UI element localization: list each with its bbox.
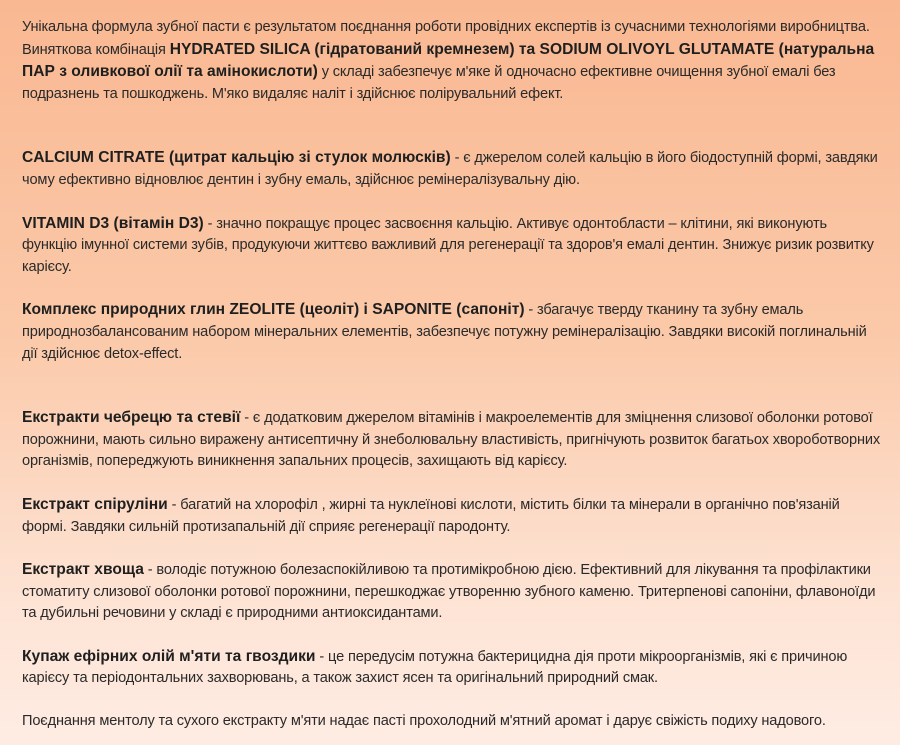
essential-oils-paragraph xyxy=(22,646,884,690)
spirulina-title: Екстракт спіруліни xyxy=(22,495,168,513)
calcium-citrate-title: CALCIUM CITRATE (цитрат кальцію зі стулок молюсків) xyxy=(22,149,451,167)
closing-paragraph xyxy=(22,711,884,733)
vitamin-d3-text: - значно покращує процес засвоєння кальцію. Активує одонтобласти – клітини, які виконують функцію імунної системи зубів, продукуючи життєво важливий для регенерації та здоров'я емалі дентин. Знижує ризик розвитку карієсу. xyxy=(22,215,874,275)
natural-clays-text: - збагачує тверду тканину та зубну емаль природнозбалансованим набором мінеральних елементів, забезпечує потужну ремінералізацію. Завдяки високій поглинальній дії здійснює detox-effect. xyxy=(22,302,867,362)
natural-clays-title: Комплекс природних глин ZEOLITE (цеоліт) і SAPONITE (сапоніт) xyxy=(22,301,525,319)
ingredients-document xyxy=(22,17,884,733)
horsetail-text: - володіє потужною болезаспокійливою та протимікробною дією. Ефективний для лікування та профілактики стоматиту слизової оболонки ротової порожнини, перешкоджає утворенню зубного каменю. Тритерпенові сапоніни, флавоноїди та дубильні речовини у складі є природними антиоксидантами. xyxy=(22,562,876,622)
essential-oils-title: Купаж ефірних олій м'яти та гвоздики xyxy=(22,647,316,665)
horsetail-paragraph xyxy=(22,559,884,625)
intro-paragraph xyxy=(22,17,884,105)
spirulina-paragraph xyxy=(22,494,884,538)
intro-key-ingredients: HYDRATED SILICA (гідратований кремнезем) та SODIUM OLIVOYL GLUTAMATE (натуральна ПАР з оливкової олії та амінокислоти) xyxy=(22,40,875,81)
spirulina-text: - багатий на хлорофіл , жирні та нуклеїнові кислоти, містить білки та мінерали в органічно пов'язаній формі. Завдяки сильній протизапальній дії сприяє регенерації пародонту. xyxy=(22,496,840,535)
intro-text-end: у складі забезпечує м'яке й одночасно ефективне очищення зубної емалі без подразнень та пошкоджень. М'яко видаляє наліт і здійснює полірувальний ефект. xyxy=(22,64,836,102)
intro-text-start: Унікальна формула зубної пасти є результатом поєднання роботи провідних експертів із сучасними технологіями виробництва. Виняткова комбінація xyxy=(22,19,870,58)
thyme-stevia-paragraph xyxy=(22,407,884,473)
thyme-stevia-text: - є додатковим джерелом вітамінів і макроелементів для зміцнення слизової оболонки ротової порожнини, мають сильно виражену антисептичну й знеболювальну властивість, пригнічують розвиток багатьох хвороботворних організмів, попереджують виникнення запальних процесів, захищають від карієсу. xyxy=(22,410,881,470)
vitamin-d3-title: VITAMIN D3 (вітамін D3) xyxy=(22,214,204,232)
thyme-stevia-title: Екстракти чебрецю та стевії xyxy=(22,409,241,427)
calcium-citrate-text: - є джерелом солей кальцію в його біодоступній формі, завдяки чому ефективно відновлює дентин і зубну емаль, здійснює ремінералізувальну дію. xyxy=(22,150,878,188)
vitamin-d3-paragraph xyxy=(22,213,884,279)
calcium-citrate-paragraph xyxy=(22,147,884,191)
closing-text: Поєднання ментолу та сухого екстракту м'яти надає пасті прохолодний м'ятний аромат і дарує свіжість подиху надового. xyxy=(22,713,826,730)
horsetail-title: Екстракт хвоща xyxy=(22,561,144,579)
essential-oils-text: - це передусім потужна бактерицидна дія проти мікроорганізмів, які є причиною карієсу та періодонтальних захворювань, а також захист ясен та оригінальний природний смак. xyxy=(22,648,848,687)
natural-clays-paragraph xyxy=(22,299,884,365)
